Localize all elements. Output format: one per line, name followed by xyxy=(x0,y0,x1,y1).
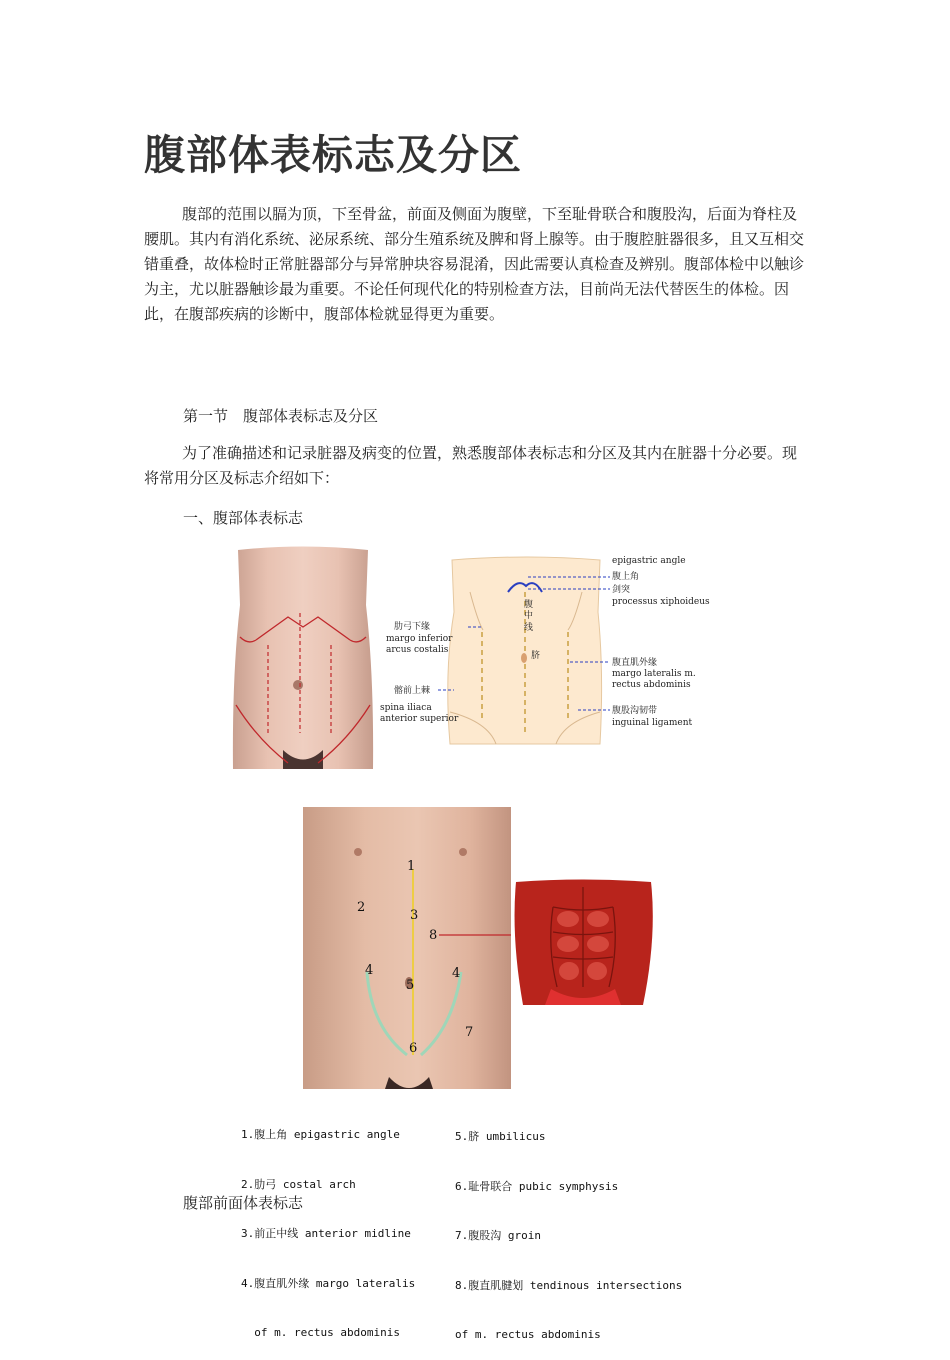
section-paragraph: 为了准确描述和记录脏器及病变的位置，熟悉腹部体表标志和分区及其内在脏器十分必要。现将常用分区及标志介绍如下： xyxy=(144,444,798,487)
torso-numbered-photo xyxy=(303,807,511,1089)
landmark-number: 5 xyxy=(406,978,415,993)
label-iliac-cn: 髂前上棘 xyxy=(394,686,431,696)
abdomen-photo-marked xyxy=(228,545,378,769)
intro-paragraph: 腹部的范围以膈为顶，下至骨盆，前面及侧面为腹壁，下至耻骨联合和腹股沟，后面为脊柱及腰肌。其内有消化系统、泌尿系统、部分生殖系统及脾和肾上腺等。由于腹腔脏器很多，且又互相交错重叠，故体检时正常脏器部分与异常肿块容易混淆，因此需要认真检查及辨别。腹部体检中以触诊为主，尤以脏器触诊最为重要。不论任何现代化的特别检查方法，目前尚无法代替医生的体检。因此，在腹部疾病的诊断中，腹部体检就显得更为重要。 xyxy=(144,205,805,323)
label-midline-2: 中 xyxy=(524,611,534,621)
legend-right xyxy=(455,1096,682,1360)
legend-item: 5.脐 umbilicus xyxy=(455,1130,546,1143)
landmark-number: 6 xyxy=(409,1041,418,1056)
label-epigastric-angle: epigastric angle xyxy=(612,556,686,566)
abdomen-landmark-diagram xyxy=(378,552,723,750)
legend-item: of m. rectus abdominis xyxy=(241,1326,400,1339)
landmark-number: 4 xyxy=(452,966,461,981)
label-costal-en2: arcus costalis xyxy=(386,645,449,655)
label-umbilicus: 脐 xyxy=(531,651,541,661)
label-costal-en1: margo inferior xyxy=(386,634,453,644)
landmark-number: 8 xyxy=(429,928,438,943)
page-title: 腹部体表标志及分区 xyxy=(144,131,522,179)
figure-caption: 腹部前面体表标志 xyxy=(183,1194,304,1212)
legend-item: 2.肋弓 costal arch xyxy=(241,1177,356,1191)
legend-item: 4.腹直肌外缘 margo lateralis xyxy=(241,1276,416,1290)
landmark-number: 1 xyxy=(407,859,416,874)
label-iliac-en2: anterior superior xyxy=(380,714,459,724)
label-xiphoid-en: processus xiphoideus xyxy=(612,597,710,607)
label-rectus-en2: rectus abdominis xyxy=(612,680,691,690)
section-heading: 第一节 腹部体表标志及分区 xyxy=(183,407,379,425)
legend-item: of m. rectus abdominis xyxy=(455,1328,601,1341)
landmark-number: 3 xyxy=(410,908,419,923)
landmark-number: 7 xyxy=(465,1025,474,1040)
label-midline-1: 腹 xyxy=(524,600,534,610)
rectus-muscle-illustration xyxy=(511,877,656,1007)
legend-item: 1.腹上角 epigastric angle xyxy=(241,1128,400,1141)
label-rectus-cn: 腹直肌外缘 xyxy=(612,658,658,668)
label-xiphoid-cn: 剑突 xyxy=(612,585,631,595)
legend-left xyxy=(241,1094,415,1358)
label-midline-3: 线 xyxy=(524,623,534,633)
label-costal-cn: 肋弓下缘 xyxy=(394,622,431,632)
legend-item: 6.耻骨联合 pubic symphysis xyxy=(455,1179,619,1193)
label-iliac-en1: spina iliaca xyxy=(380,703,432,713)
legend-item: 3.前正中线 anterior midline xyxy=(241,1227,411,1240)
legend-item: 8.腹直肌腱划 tendinous intersections xyxy=(455,1278,683,1292)
subheading: 一、腹部体表标志 xyxy=(183,509,304,527)
landmark-number: 4 xyxy=(365,963,374,978)
legend-item: 7.腹股沟 groin xyxy=(455,1229,541,1242)
landmark-number: 2 xyxy=(357,900,366,915)
label-inguinal-cn: 腹股沟韧带 xyxy=(612,706,658,716)
label-epigastric-cn: 腹上角 xyxy=(612,572,640,582)
label-rectus-en1: margo lateralis m. xyxy=(612,669,696,679)
label-inguinal-en: inguinal ligament xyxy=(612,718,693,728)
